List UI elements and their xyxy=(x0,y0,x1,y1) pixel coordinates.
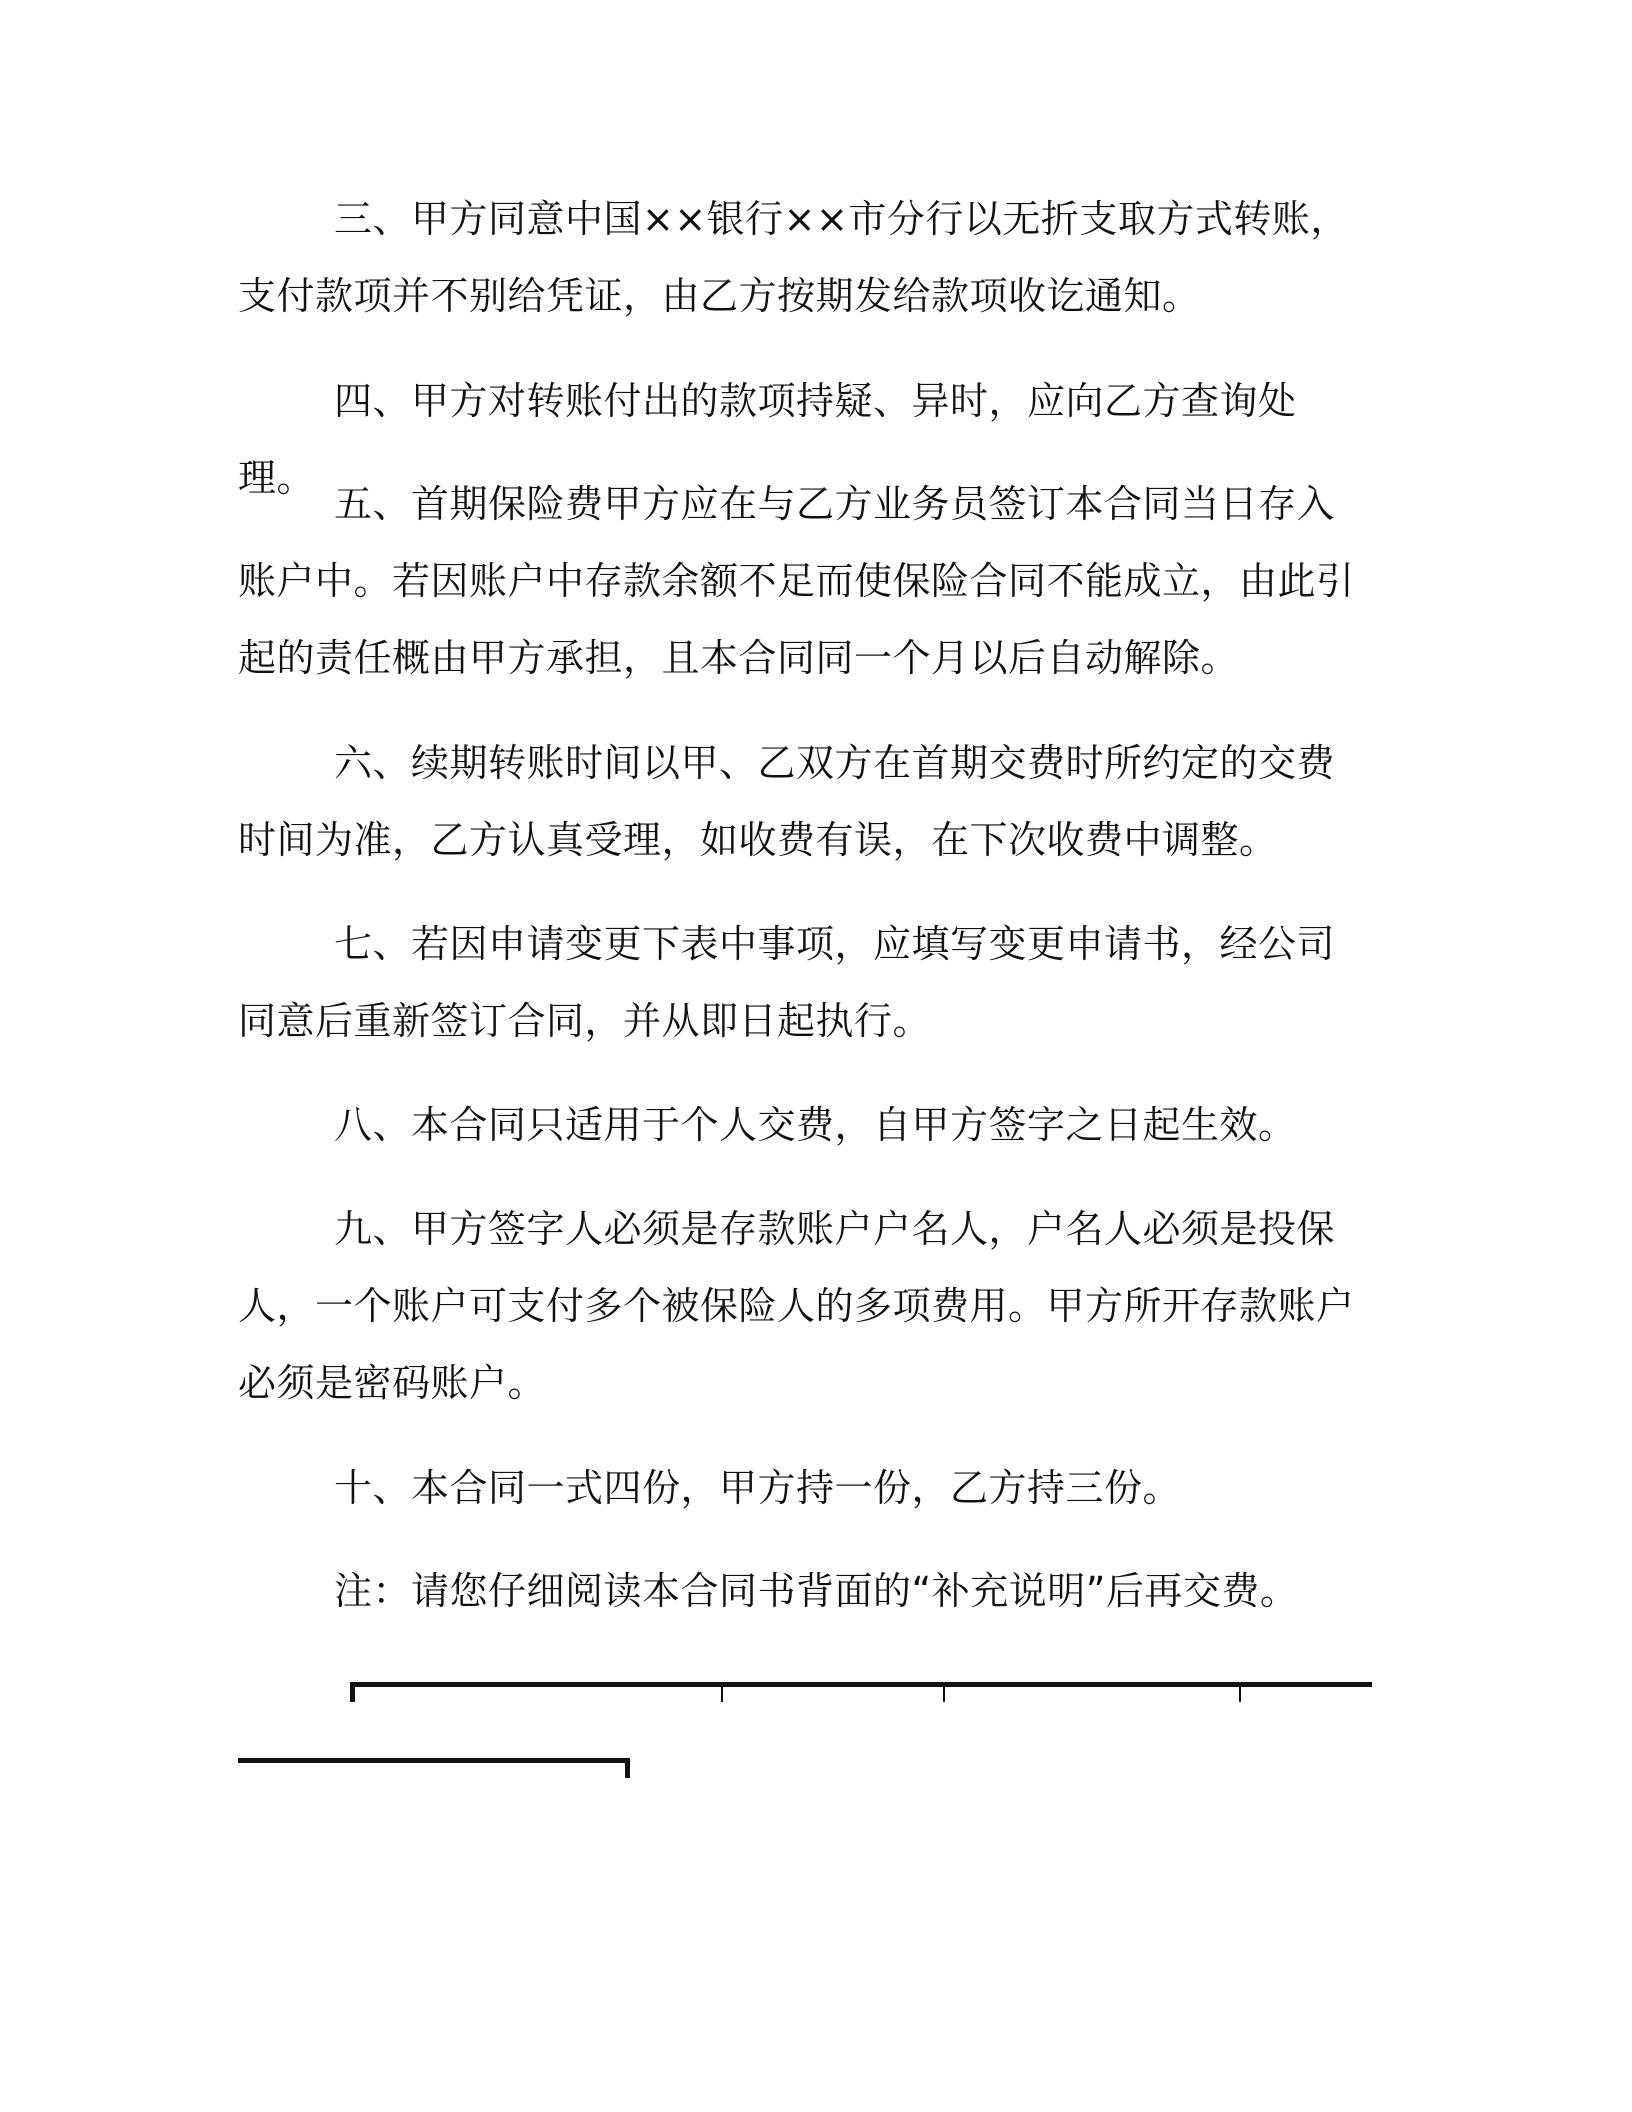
table-column-divider xyxy=(943,1686,945,1702)
clause-8: 八、本合同只适用于个人交费，自甲方签字之日起生效。 xyxy=(334,1103,1297,1147)
clause-4: 四、甲方对转账付出的款项持疑、异时，应向乙方查询处理。 xyxy=(238,379,1297,500)
table-left-corner xyxy=(350,1682,355,1702)
clause-5: 五、首期保险费甲方应在与乙方业务员签订本合同当日存入账户中。若因账户中存款余额不足而使保险合同不能成立，由此引起的责任概由甲方承担，且本合同同一个月以后自动解除。 xyxy=(238,482,1355,680)
clause-9: 九、甲方签字人必须是存款账户户名人，户名人必须是投保人，一个账户可支付多个被保险人的多项费用。甲方所开存款账户必须是密码账户。 xyxy=(238,1207,1355,1405)
note-text: 注：请您仔细阅读本合同书背面的“补充说明”后再交费。 xyxy=(334,1569,1299,1613)
clause-10: 十、本合同一式四份，甲方持一份，乙方持三份。 xyxy=(334,1466,1182,1510)
table-lower-border xyxy=(238,1758,630,1763)
table-column-divider xyxy=(1239,1686,1241,1702)
table-top-border xyxy=(350,1682,1372,1687)
clause-6: 六、续期转账时间以甲、乙双方在首期交费时所约定的交费时间为准，乙方认真受理，如收费有误，在下次收费中调整。 xyxy=(238,741,1336,862)
table-column-divider xyxy=(721,1686,723,1702)
clause-7: 七、若因申请变更下表中事项，应填写变更申请书，经公司同意后重新签订合同，并从即日起执行。 xyxy=(238,922,1336,1043)
clause-3: 三、甲方同意中国××银行××市分行以无折支取方式转账，支付款项并不别给凭证，由乙方按期发给款项收讫通知。 xyxy=(238,197,1349,318)
table-lower-right-corner xyxy=(625,1758,630,1778)
